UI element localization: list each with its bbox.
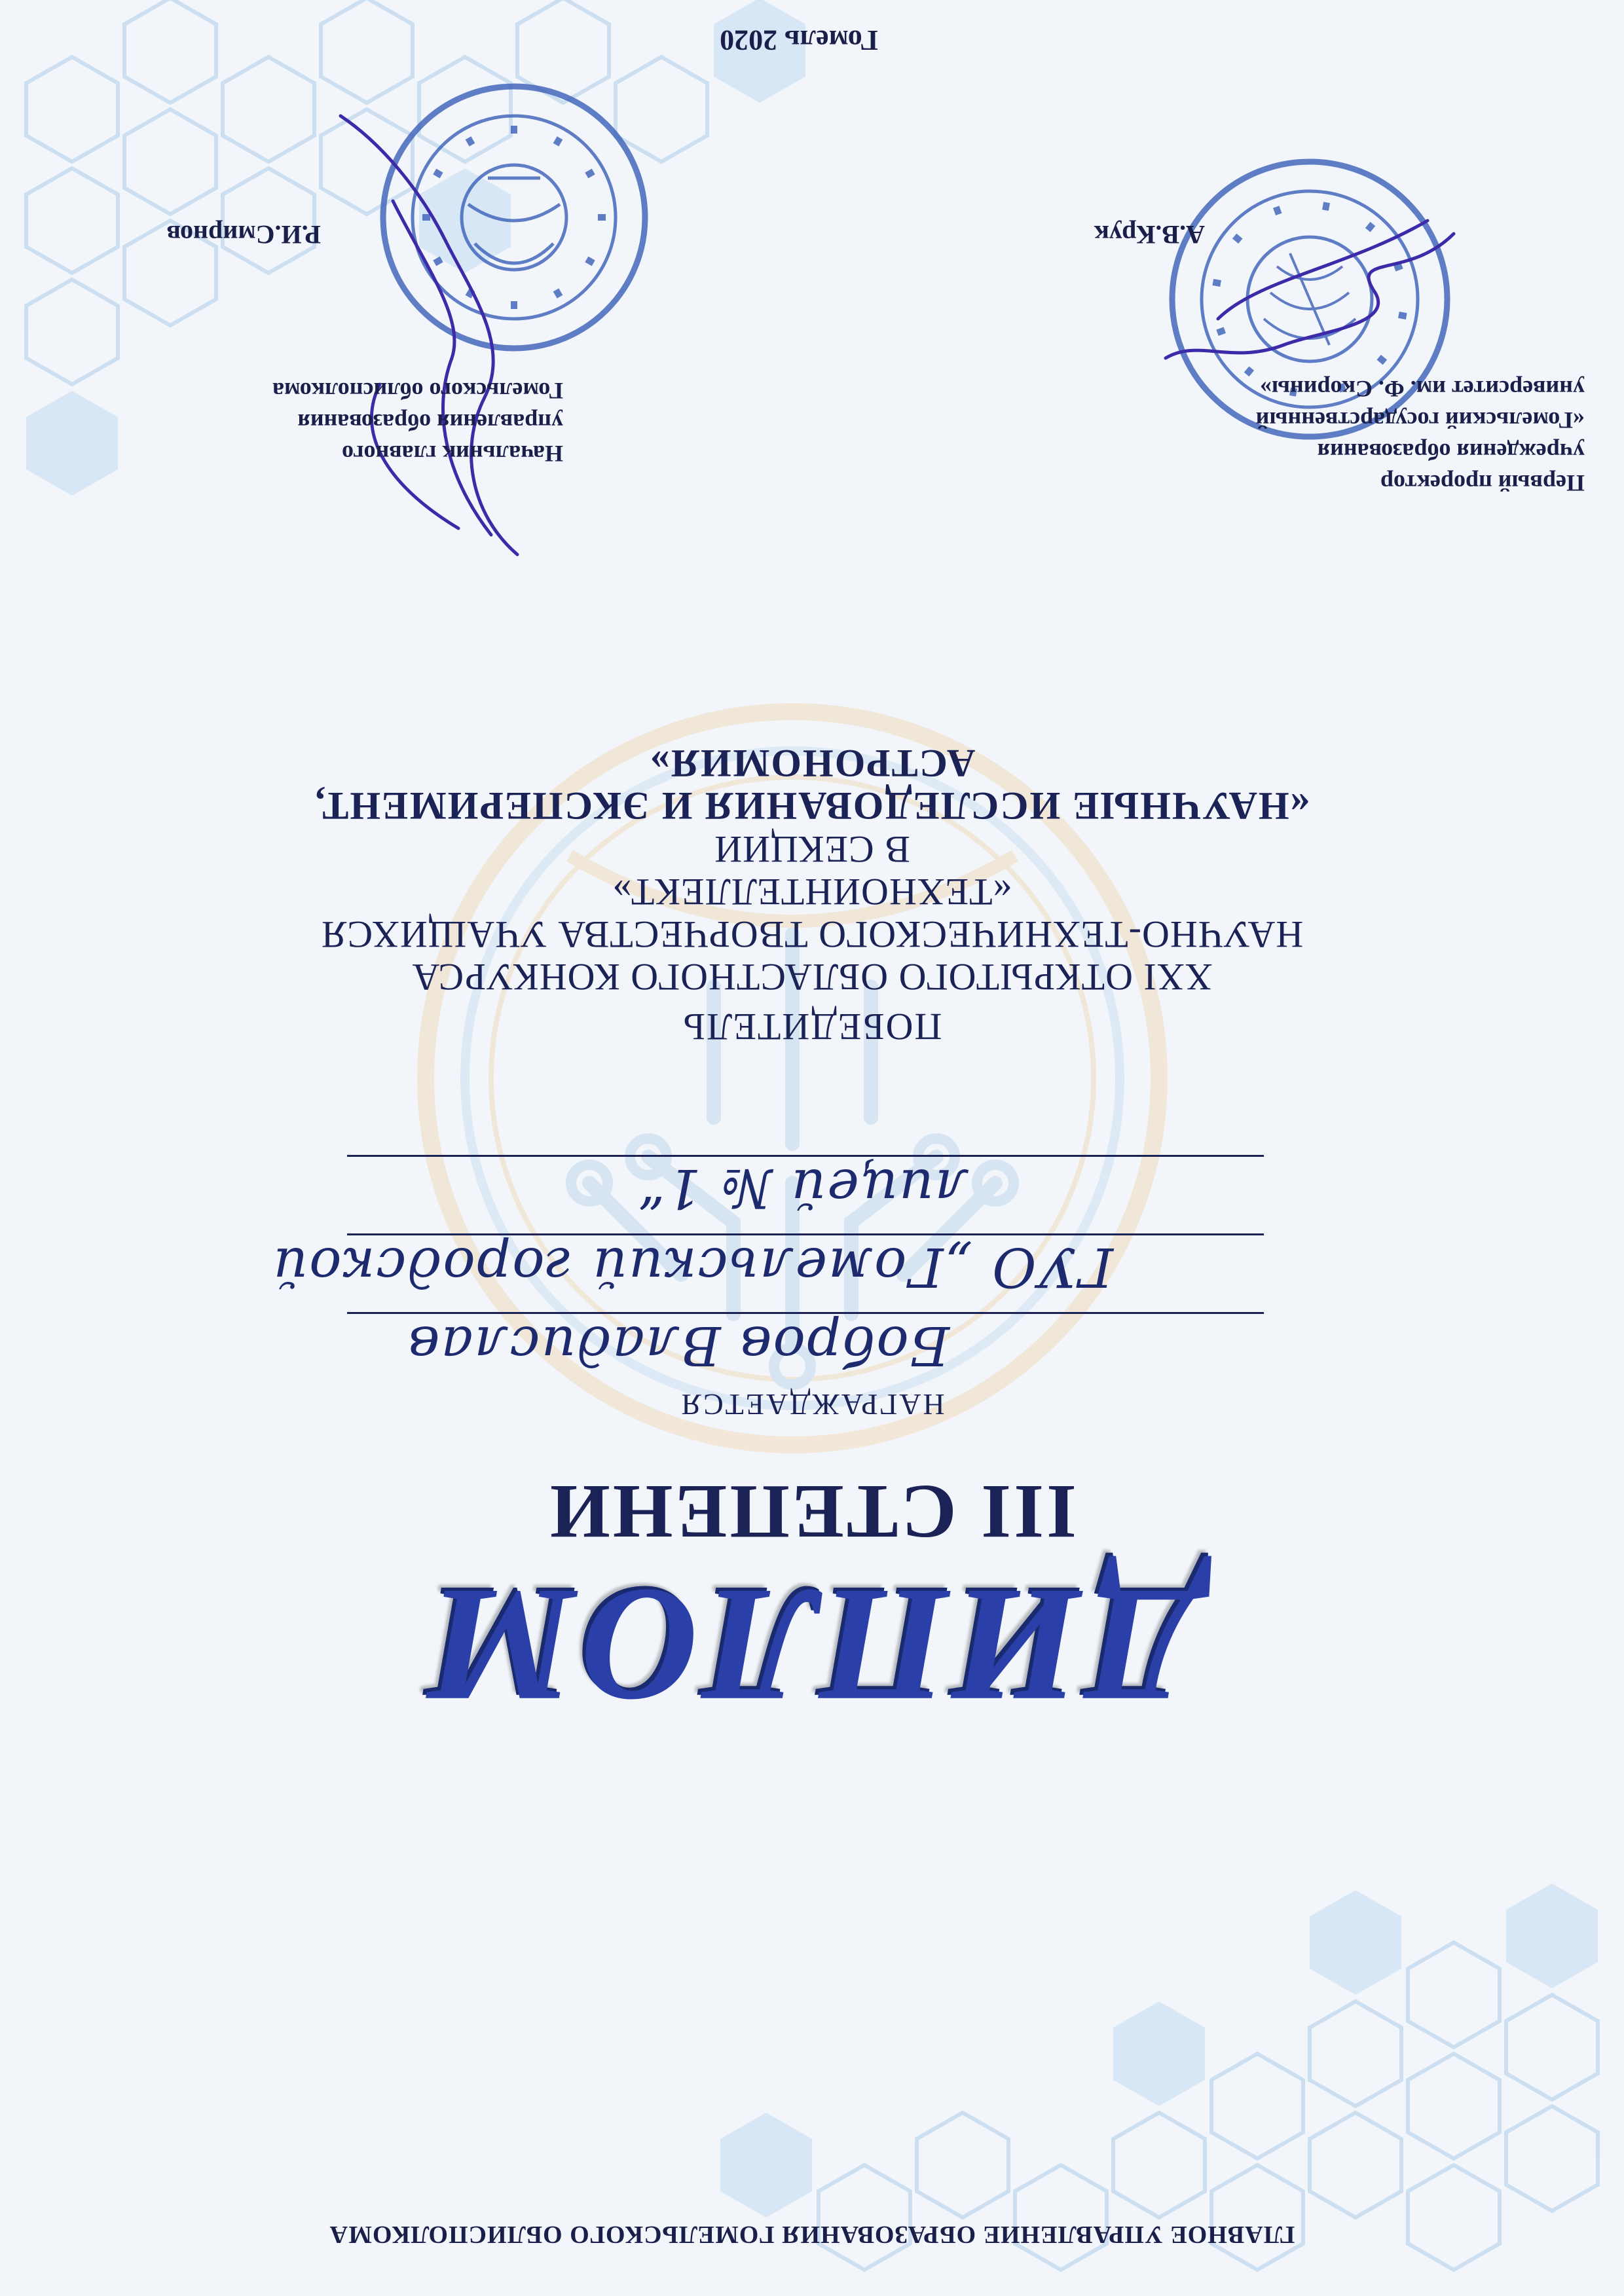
signatory-right-position: [65, 375, 563, 469]
seal-education-department-stamp: [383, 86, 645, 348]
signatory-right-line-2: управления образования: [297, 409, 563, 435]
recipient-school-line-2: лицей № 1“: [637, 1157, 969, 1219]
signatory-left-line-3: «Гомельский государственный: [1255, 407, 1585, 433]
signatory-left-position: [1087, 373, 1585, 499]
section-name-line-1: «НАУЧНЫЕ ИССЛЕДОВАНИЯ И ЭКСПЕРИМЕНТ,: [314, 784, 1310, 828]
recipient-school-line-1: ГУО „Гомельский городской: [272, 1235, 1113, 1298]
degree-label: III СТЕПЕНИ: [547, 1469, 1077, 1555]
signatory-left-line-4: университет им. Ф. Скорины»: [1259, 376, 1585, 402]
signatory-left-line-2: учреждения образования: [1317, 439, 1585, 465]
signatory-right-line-1: Начальник главного: [342, 441, 563, 467]
issuer-organization: ГЛАВНОЕ УПРАВЛЕНИЕ ОБРАЗОВАНИЯ ГОМЕЛЬСКОГО ОБЛИСПОЛКОМА: [329, 2221, 1295, 2248]
awarded-label: НАГРАЖДАЕТСЯ: [679, 1388, 945, 1421]
signatory-right-line-3: Гомельского облисполкома: [272, 378, 563, 404]
signatory-left-line-1: Первый проректор: [1380, 470, 1585, 496]
section-name-line-2: АСТРОНОМИЯ»: [648, 742, 976, 785]
recipient-name: Бобров Владислав: [407, 1314, 950, 1376]
hexagon-pattern-bottom: [26, 0, 707, 384]
contest-line-3: «ТЕХНОИНТЕЛЛЕКТ»: [612, 871, 1012, 913]
contest-line-2: НАУЧНО-ТЕХНИЧЕСКОГО ТВОРЧЕСТВА УЧАЩИХСЯ: [320, 913, 1304, 956]
contest-line-4: В СЕКЦИИ: [714, 828, 910, 871]
winner-label: ПОБЕДИТЕЛЬ: [682, 1006, 942, 1048]
signatory-left-name: А.В.Крук: [1094, 220, 1205, 249]
page-title: ДИПЛОМ: [424, 1555, 1200, 1736]
signature-right: [341, 116, 517, 555]
signatory-right-name: Р.И.Смирнов: [166, 220, 321, 249]
city-year: Гомель 2020: [720, 24, 878, 56]
contest-line-1: XXI ОТКРЫТОГО ОБЛАСТНОГО КОНКУРСА: [411, 956, 1213, 998]
